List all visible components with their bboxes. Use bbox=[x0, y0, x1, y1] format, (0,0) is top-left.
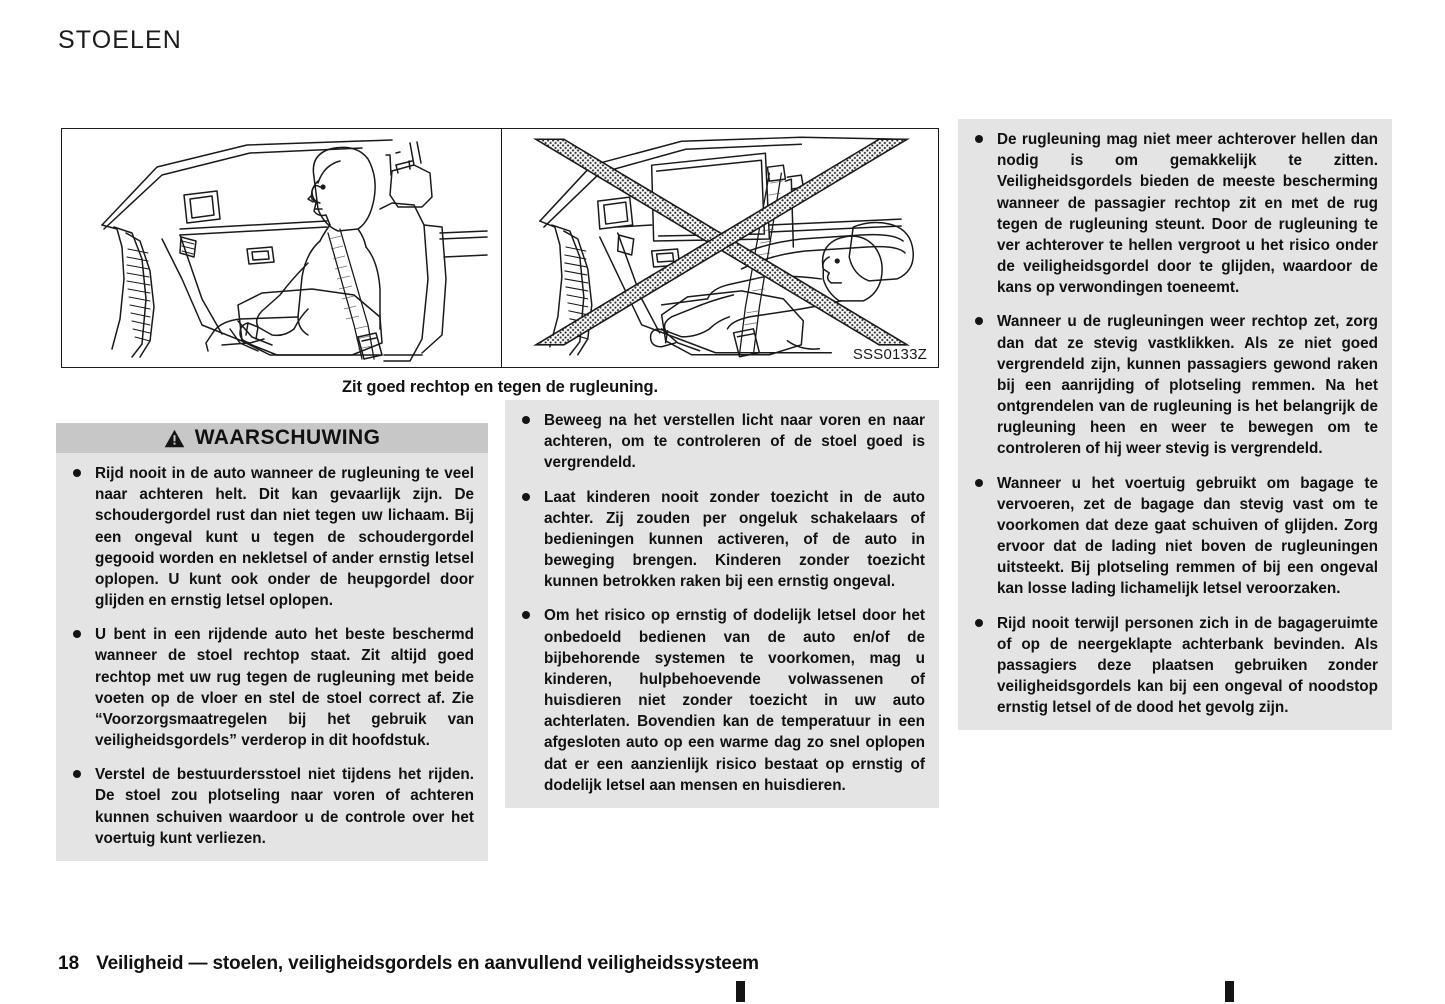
right-bullet-list bbox=[970, 129, 1378, 718]
crop-mark-right bbox=[1225, 981, 1234, 1002]
middle-bullet-list bbox=[517, 410, 925, 796]
figure-code: SSS0133Z bbox=[852, 346, 927, 363]
bullet-dot-icon bbox=[975, 619, 983, 627]
bullet-text: Rijd nooit in de auto wanneer de rugleuning te veel naar achteren helt. Dit kan gevaarlijk zijn. De schoudergordel rust dan niet tegen uw lichaam. Bij een ongeval kunt u tegen de schoudergordel gegooid worden en nekletsel of ander ernstig letsel oplopen. U kunt ook onder de heupgordel door glijden en ernstig letsel oplopen. bbox=[95, 465, 474, 610]
bullet-text: U bent in een rijdende auto het beste beschermd wanneer de stoel rechtop staat. Zit altijd goed rechtop met uw rug tegen de rugleuning met beide voeten op de vloer en stel de stoel correct af. Zie “Voorzorgsmaatregelen bij het gebruik van veiligheidsgordels” verderop in dit hoofdstuk. bbox=[95, 626, 474, 750]
figure-block bbox=[61, 128, 939, 397]
list-item bbox=[970, 613, 1378, 719]
footer-chapter-title: Veiligheid — stoelen, veiligheidsgordels en aanvullend veiligheidssysteem bbox=[96, 953, 759, 974]
bullet-text: Rijd nooit terwijl personen zich in de bagageruimte of op de neergeklapte achterbank bevinden. Als passagiers deze plaatsen gebruiken zonder veiligheidsgordels kan bij een ongeval of noodstop ernstig letsel of de dood het gevolg zijn. bbox=[997, 614, 1378, 717]
warning-box-header bbox=[56, 423, 488, 453]
warning-box-body bbox=[56, 453, 488, 861]
bullet-dot-icon bbox=[975, 317, 983, 325]
bullet-dot-icon bbox=[73, 630, 81, 638]
warning-box-title: WAARSCHUWING bbox=[194, 426, 381, 449]
warning-box bbox=[56, 423, 488, 861]
bullet-text: Laat kinderen nooit zonder toezicht in de auto achter. Zij zouden per ongeluk schakelaars of bedieningen kunnen activeren, of de auto in beweging brengen. Kinderen zonder toezicht kunnen betrokken raken bij een ernstig ongeval. bbox=[544, 488, 925, 591]
warning-bullet-list bbox=[68, 463, 474, 849]
list-item bbox=[517, 410, 925, 474]
list-item bbox=[970, 129, 1378, 298]
bullet-text: Beweeg na het verstellen licht naar voren en naar achteren, om te controleren of de stoel goed is vergrendeld. bbox=[544, 412, 925, 472]
figure-caption: Zit goed rechtop en tegen de rugleuning. bbox=[342, 378, 658, 396]
right-column-body bbox=[958, 119, 1392, 730]
list-item bbox=[970, 311, 1378, 459]
bullet-dot-icon bbox=[73, 770, 81, 778]
warning-continuation-right-column bbox=[958, 119, 1392, 730]
page-footer bbox=[58, 953, 759, 975]
list-item bbox=[970, 473, 1378, 600]
middle-column-body bbox=[505, 400, 939, 808]
bullet-text: De rugleuning mag niet meer achterover hellen dan nodig is om gemakkelijk te zitten. Veiligheidsgordels bieden de meeste bescherming wanneer de passagier rechtop zit en met de rug tegen de rugleuning steunt. Door de rugleuning te ver achterover te hellen vergroot u het risico onder de veiligheidsgordel door te glijden, waardoor de kans op verwondingen toeneemt. bbox=[997, 131, 1378, 297]
bullet-text: Wanneer u het voertuig gebruikt om bagage te vervoeren, zet de bagage dan stevig vast om te voorkomen dat deze gaat schuiven of glijden. Zorg ervoor dat de lading niet boven de rugleuningen uitsteekt. Bij plotseling remmen of bij een ongeval kan losse lading lichamelijk letsel veroorzaken. bbox=[997, 474, 1378, 598]
bullet-dot-icon bbox=[975, 135, 983, 143]
list-item bbox=[517, 487, 925, 593]
bullet-text: Om het risico op ernstig of dodelijk letsel door het onbedoeld bedienen van de auto en/of de bijbehorende systemen te voorkomen, mag u kinderen, hulpbehoevende volwassenen of huisdieren niet zonder toezicht in uw auto achterlaten. Bovendien kan de temperatuur in een afgesloten auto op een warme dag zo snel oplopen dat er een aanzienlijk risico bestaat op ernstig of dodelijk letsel aan mensen en huisdieren. bbox=[544, 607, 925, 794]
bullet-text: Verstel de bestuurdersstoel niet tijdens het rijden. De stoel zou plotseling naar voren of achteren kunnen schuiven waardoor u de controle over het voertuig kunt verliezen. bbox=[95, 766, 474, 847]
bullet-text: Wanneer u de rugleuningen weer rechtop zet, zorg dan dat ze stevig vastklikken. Als ze niet goed vergrendeld zijn, kunnen passagiers gewond raken bij een aanrijding of plotseling remmen. Na het ontgrendelen van de rugleuning is het belangrijk de rugleuning heen en weer te bewegen om te controleren of hij weer stevig is vergrendeld. bbox=[997, 313, 1378, 458]
list-item bbox=[517, 605, 925, 796]
bullet-dot-icon bbox=[975, 479, 983, 487]
page-title: STOELEN bbox=[58, 26, 182, 54]
page-number: 18 bbox=[58, 953, 80, 974]
list-item bbox=[68, 463, 474, 611]
warning-triangle-icon bbox=[164, 429, 185, 448]
crop-mark-left bbox=[736, 981, 745, 1002]
reclined-seating-prohibited-illustration bbox=[501, 129, 939, 367]
bullet-dot-icon bbox=[522, 416, 530, 424]
list-item bbox=[68, 624, 474, 751]
list-item bbox=[68, 764, 474, 849]
warning-continuation-middle-column bbox=[505, 400, 939, 808]
bullet-dot-icon bbox=[522, 611, 530, 619]
correct-upright-seating-illustration bbox=[62, 129, 501, 367]
figure-frame bbox=[61, 128, 939, 368]
bullet-dot-icon bbox=[522, 493, 530, 501]
bullet-dot-icon bbox=[73, 469, 81, 477]
